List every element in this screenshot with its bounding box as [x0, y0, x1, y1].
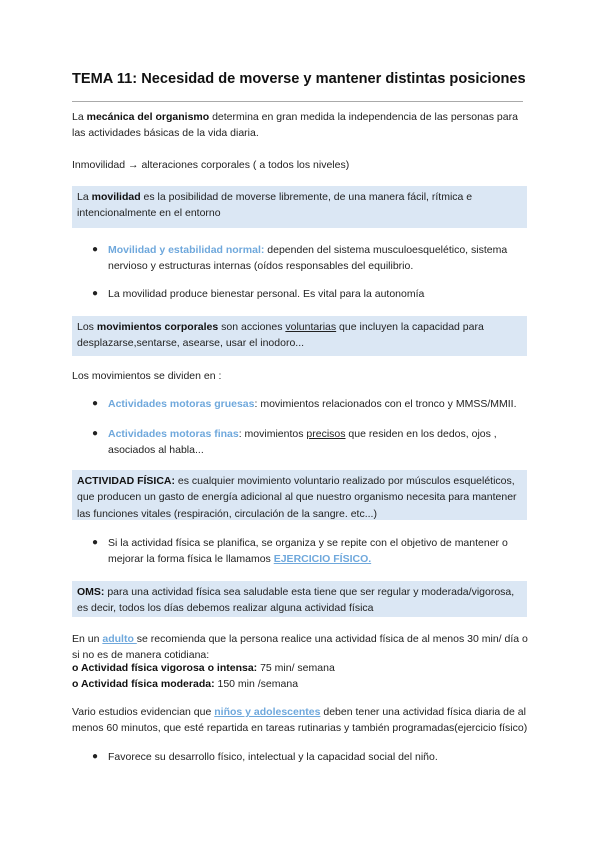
term-mecanica: mecánica del organismo [86, 111, 210, 123]
list-item: ● Actividades motoras finas: movimientos precisos que residen en los dedos, ojos , asociados al habla... [92, 428, 497, 457]
movimientos-definition-box: Los movimientos corporales son acciones voluntarias que incluyen la capacidad para desplazarse,sentarse, asearse, usar el inodoro... [72, 316, 527, 356]
bullet-icon: ● [92, 244, 99, 255]
bullet-icon: ● [92, 398, 99, 409]
bullet-icon: ● [92, 537, 99, 548]
term-actividad-fisica: ACTIVIDAD FÍSICA: [77, 475, 175, 487]
list-item: ● Favorece su desarrollo físico, intelectual y la capacidad social del niño. [92, 749, 532, 765]
actividad-fisica-box: ACTIVIDAD FÍSICA: es cualquier movimiento voluntario realizado por músculos esqueléticos, que producen un gasto de energía adicional al que nuestro organismo necesita para mantener las funciones vitales (respiración, circulación de la sangre. etc...) [72, 470, 527, 520]
oms-box: OMS: para una actividad física sea saludable esta tiene que ser regular y moderada/vigorosa, es decir, todos los días debemos realizar alguna actividad física [72, 581, 527, 617]
intro-paragraph: La mecánica del organismo determina en gran medida la independencia de las personas para las actividades básicas de la vida diaria. [72, 111, 518, 140]
title-divider [72, 101, 523, 102]
list-item: ● Movilidad y estabilidad normal: dependen del sistema musculoesquelético, sistema nervioso y estructuras internas (oídos responsables del equilibrio. [92, 244, 508, 273]
term-movimientos: movimientos corporales [96, 321, 219, 333]
term-oms: OMS: [77, 586, 105, 598]
term-movilidad: movilidad [91, 191, 141, 203]
moderada-line: o Actividad física moderada: 150 min /semana [72, 678, 299, 690]
list-item: ● Actividades motoras gruesas: movimientos relacionados con el tronco y MMSS/MMII. [92, 396, 532, 412]
movilidad-definition-box: La movilidad es la posibilidad de moverse libremente, de una manera fácil, rítmica e intencionalmente en el entorno [72, 186, 527, 228]
inmovilidad-line: Inmovilidad → alteraciones corporales ( a todos los niveles) [72, 159, 350, 171]
bullet-icon: ● [92, 288, 99, 299]
movimientos-division-line: Los movimientos se dividen en : [72, 370, 222, 382]
vigorosa-line: o Actividad física vigorosa o intensa: 75 min/ semana [72, 662, 335, 674]
bullet-icon: ● [92, 428, 99, 439]
list-item: ● La movilidad produce bienestar personal. Es vital para la autonomía [92, 286, 532, 302]
page-title: TEMA 11: Necesidad de moverse y mantener distintas posiciones [72, 71, 526, 87]
list-item: ● Si la actividad física se planifica, se organiza y se repite con el objetivo de mantener o mejorar la forma física le llamamos EJERCICIO FÍSICO. [92, 537, 508, 566]
ninos-paragraph: Vario estudios evidencian que niños y adolescentes deben tener una actividad física diaria de al menos 60 minutos, que esté repartida en tareas rutinarias y también programadas(ejercicio físico) [72, 706, 528, 735]
bullet-icon: ● [92, 751, 99, 762]
adulto-paragraph: En un adulto se recomienda que la persona realice una actividad física de al menos 30 min/ día o si no es de manera cotidiana: [72, 633, 528, 662]
